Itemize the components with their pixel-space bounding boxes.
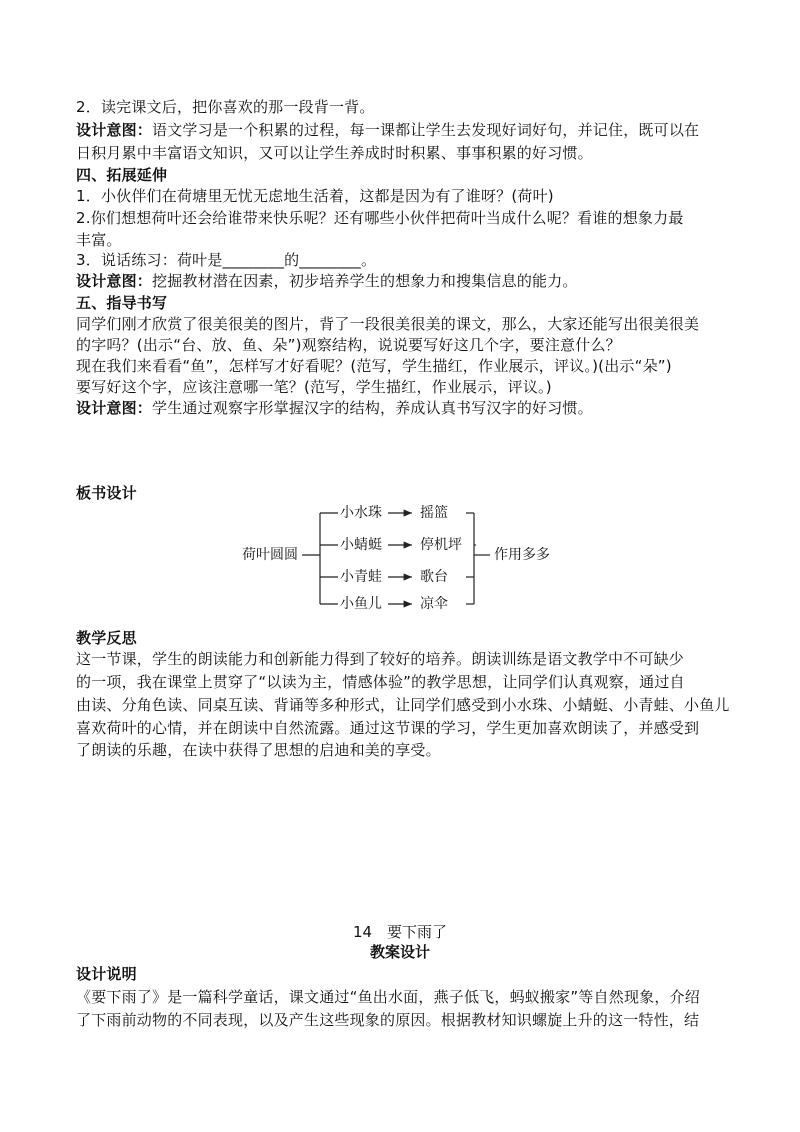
design-intent-text: 学生通过观察字形掌握汉字的结构，养成认真书写汉字的好习惯。 xyxy=(152,399,593,417)
reflection-heading: 教学反思 xyxy=(76,629,137,647)
section-heading-writing: 五、指导书写 xyxy=(76,294,168,312)
design-intent-label: 设计意图： xyxy=(76,121,153,139)
section-heading-extension: 四、拓展延伸 xyxy=(76,166,168,184)
text-line: 的字吗？(出示“台、放、鱼、朵”)观察结构，说说要写好这几个字，要注意什么？ xyxy=(76,336,621,354)
text-line: 丰富。 xyxy=(76,231,122,249)
design-intent-line xyxy=(76,270,578,292)
design-notes-heading: 设计说明 xyxy=(76,965,137,983)
design-intent-line xyxy=(76,397,593,419)
text-line: 要写好这个字，应该注意哪一笔？(范写，学生描红，作业展示，评议。) xyxy=(76,378,552,396)
text-line: 了下雨前动物的不同表现，以及产生这些现象的原因。根据教材知识螺旋上升的这一特性，结 xyxy=(76,1011,700,1029)
text-line: 的一项，我在课堂上贯穿了“以读为主，情感体验”的教学思想，让同学们认真观察，通过自 xyxy=(76,673,685,691)
text-line: 喜欢荷叶的心情，并在朗读中自然流露。通过这节课的学习，学生更加喜欢朗读了，并感受到 xyxy=(76,719,700,737)
design-intent-label: 设计意图： xyxy=(76,272,153,290)
board-row-left: 小青蛙 xyxy=(340,569,382,585)
design-intent-line xyxy=(76,119,699,141)
board-center-label: 荷叶圆圆 xyxy=(242,547,298,563)
lesson-subtitle: 教案设计 xyxy=(369,943,430,961)
text-line: 这一节课，学生的朗读能力和创新能力得到了较好的培养。朗读训练是语文教学中不可缺少 xyxy=(76,650,685,668)
text-line: 了朗读的乐趣，在读中获得了思想的启迪和美的享受。 xyxy=(76,741,441,759)
text-line: 由读、分角色读、同桌互读、背诵等多种形式，让同学们感受到小水珠、小蜻蜓、小青蛙、小鱼儿 xyxy=(76,696,730,714)
text-line: 3．说话练习：荷叶是________的________。 xyxy=(76,251,377,269)
text-line: 日积月累中丰富语文知识，又可以让学生养成时时积累、事事积累的好习惯。 xyxy=(76,144,593,162)
text-line: 《要下雨了》是一篇科学童话，课文通过“鱼出水面，燕子低飞，蚂蚁搬家”等自然现象，介绍 xyxy=(76,988,700,1006)
text-line: 2．读完课文后，把你喜欢的那一段背一背。 xyxy=(76,98,375,116)
lesson-title: 14 要下雨了 xyxy=(352,923,448,941)
design-intent-text: 挖掘教材潜在因素，初步培养学生的想象力和搜集信息的能力。 xyxy=(152,272,578,290)
board-diagram xyxy=(240,495,570,620)
text-line: 1．小伙伴们在荷塘里无忧无虑地生活着，这都是因为有了谁呀？(荷叶) xyxy=(76,187,554,205)
board-heading: 板书设计 xyxy=(76,484,137,502)
board-result-label: 作用多多 xyxy=(494,547,550,563)
text-line: 同学们刚才欣赏了很美很美的图片，背了一段很美很美的课文，那么，大家还能写出很美很美 xyxy=(76,315,700,333)
design-intent-text: 语文学习是一个积累的过程，每一课都让学生去发现好词好句，并记住，既可以在 xyxy=(152,121,700,139)
board-row-right: 凉伞 xyxy=(420,596,448,612)
board-row-left: 小蜻蜓 xyxy=(340,537,382,553)
design-intent-label: 设计意图： xyxy=(76,399,153,417)
board-row-right: 停机坪 xyxy=(420,537,462,553)
text-line: 现在我们来看看“鱼”，怎样写才好看呢？(范写，学生描红，作业展示，评议。)(出示“朵”) xyxy=(76,357,672,375)
board-row-right: 摇篮 xyxy=(420,505,448,521)
board-row-left: 小鱼儿 xyxy=(340,596,382,612)
board-row-right: 歌台 xyxy=(420,569,448,585)
text-line: 2.你们想想荷叶还会给谁带来快乐呢？还有哪些小伙伴把荷叶当成什么呢？看谁的想象力最 xyxy=(76,209,684,227)
board-row-left: 小水珠 xyxy=(340,505,382,521)
